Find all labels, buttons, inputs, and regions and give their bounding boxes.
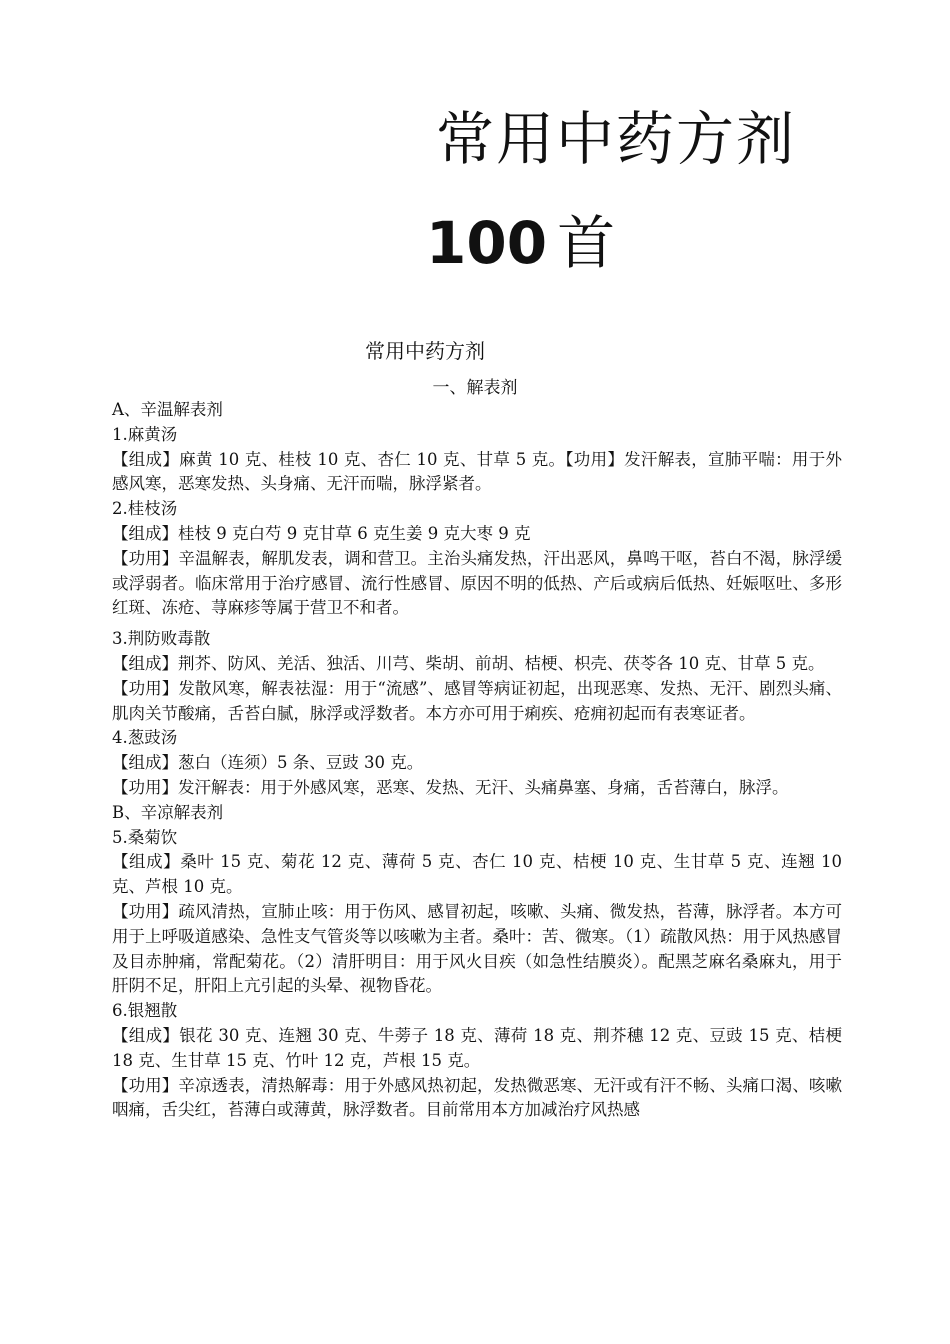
prescription-title: 5.桑菊饮 bbox=[112, 827, 178, 847]
cover-count: 100 bbox=[426, 209, 548, 277]
prescription-title: 2.桂枝汤 bbox=[112, 499, 178, 519]
prescription-text: 【组成】麻黄 10 克、桂枝 10 克、杏仁 10 克、甘草 5 克。【功用】发汗解表，宣肺平喘：用于外感风寒，恶寒发热、头身痛、无汗而喘，脉浮紧者。 bbox=[112, 449, 842, 494]
subsection-heading: A、辛温解表剂 bbox=[112, 400, 223, 419]
prescription-text: 【组成】银花 30 克、连翘 30 克、牛蒡子 18 克、薄荷 18 克、荆芥穗 12 克、豆豉 15 克、桔梗 18 克、生甘草 15 克、竹叶 12 克，芦根 15 克。 bbox=[112, 1025, 842, 1070]
prescription-text: 【功用】疏风清热，宣肺止咳：用于伤风、感冒初起，咳嗽、头痛、微发热，苔薄，脉浮者。本方可用于上呼吸道感染、急性支气管炎等以咳嗽为主者。桑叶：苦、微寒。（1）疏散风热：用于风热感冒及目赤肿痛，常配菊花。（2）清肝明目：用于风火目疾（如急性结膜炎）。配黑芝麻名桑麻丸，用于肝阴不足，肝阳上亢引起的头晕、视物昏花。 bbox=[112, 901, 842, 996]
cover-count-unit: 首 bbox=[557, 209, 616, 277]
prescription-text: 【组成】桑叶 15 克、菊花 12 克、薄荷 5 克、杏仁 10 克、桔梗 10 克、生甘草 5 克、连翘 10 克、芦根 10 克。 bbox=[112, 852, 842, 897]
prescription-text: 【组成】荆芥、防风、羌活、独活、川芎、柴胡、前胡、桔梗、枳壳、茯苓各 10 克、甘草 5 克。 bbox=[112, 653, 825, 673]
prescription-text: 【组成】桂枝 9 克白芍 9 克甘草 6 克生姜 9 克大枣 9 克 bbox=[112, 523, 531, 543]
prescription-text: 【组成】葱白（连须）5 条、豆豉 30 克。 bbox=[112, 753, 424, 773]
prescription-title: 6.银翘散 bbox=[112, 1001, 178, 1021]
section-heading: 常用中药方剂 bbox=[365, 339, 485, 363]
prescription-text: 【功用】辛温解表，解肌发表，调和营卫。主治头痛发热，汗出恶风，鼻鸣干呕，苔白不渴，脉浮缓或浮弱者。临床常用于治疗感冒、流行性感冒、原因不明的低热、产后或病后低热、妊娠呕吐、多形红斑、冻疮、荨麻疹等属于营卫不和者。 bbox=[112, 548, 842, 618]
prescription-text: 【功用】发散风寒，解表祛湿：用于“流感”、感冒等病证初起，出现恶寒、发热、无汗、剧烈头痛、肌肉关节酸痛，舌苔白腻，脉浮或浮数者。本方亦可用于痢疾、疮痈初起而有表寒证者。 bbox=[112, 678, 842, 723]
prescription-text: 【功用】发汗解表：用于外感风寒，恶寒、发热、无汗、头痛鼻塞、身痛，舌苔薄白，脉浮。 bbox=[112, 777, 789, 797]
prescription-text: 【功用】辛凉透表，清热解毒：用于外感风热初起，发热微恶寒、无汗或有汗不畅、头痛口渴、咳嗽咽痛，舌尖红，苔薄白或薄黄，脉浮数者。目前常用本方加减治疗风热感 bbox=[112, 1075, 842, 1120]
cover-title: 常用中药方剂 bbox=[436, 105, 797, 173]
subsection-heading: B、辛凉解表剂 bbox=[112, 802, 224, 822]
prescription-title: 3.荆防败毒散 bbox=[112, 629, 211, 649]
prescription-title: 4.葱豉汤 bbox=[112, 728, 178, 748]
document-body bbox=[112, 398, 842, 1123]
cover-subtitle bbox=[426, 196, 615, 280]
prescription-title: 1.麻黄汤 bbox=[112, 424, 178, 444]
category-heading: 一、解表剂 bbox=[432, 378, 518, 398]
